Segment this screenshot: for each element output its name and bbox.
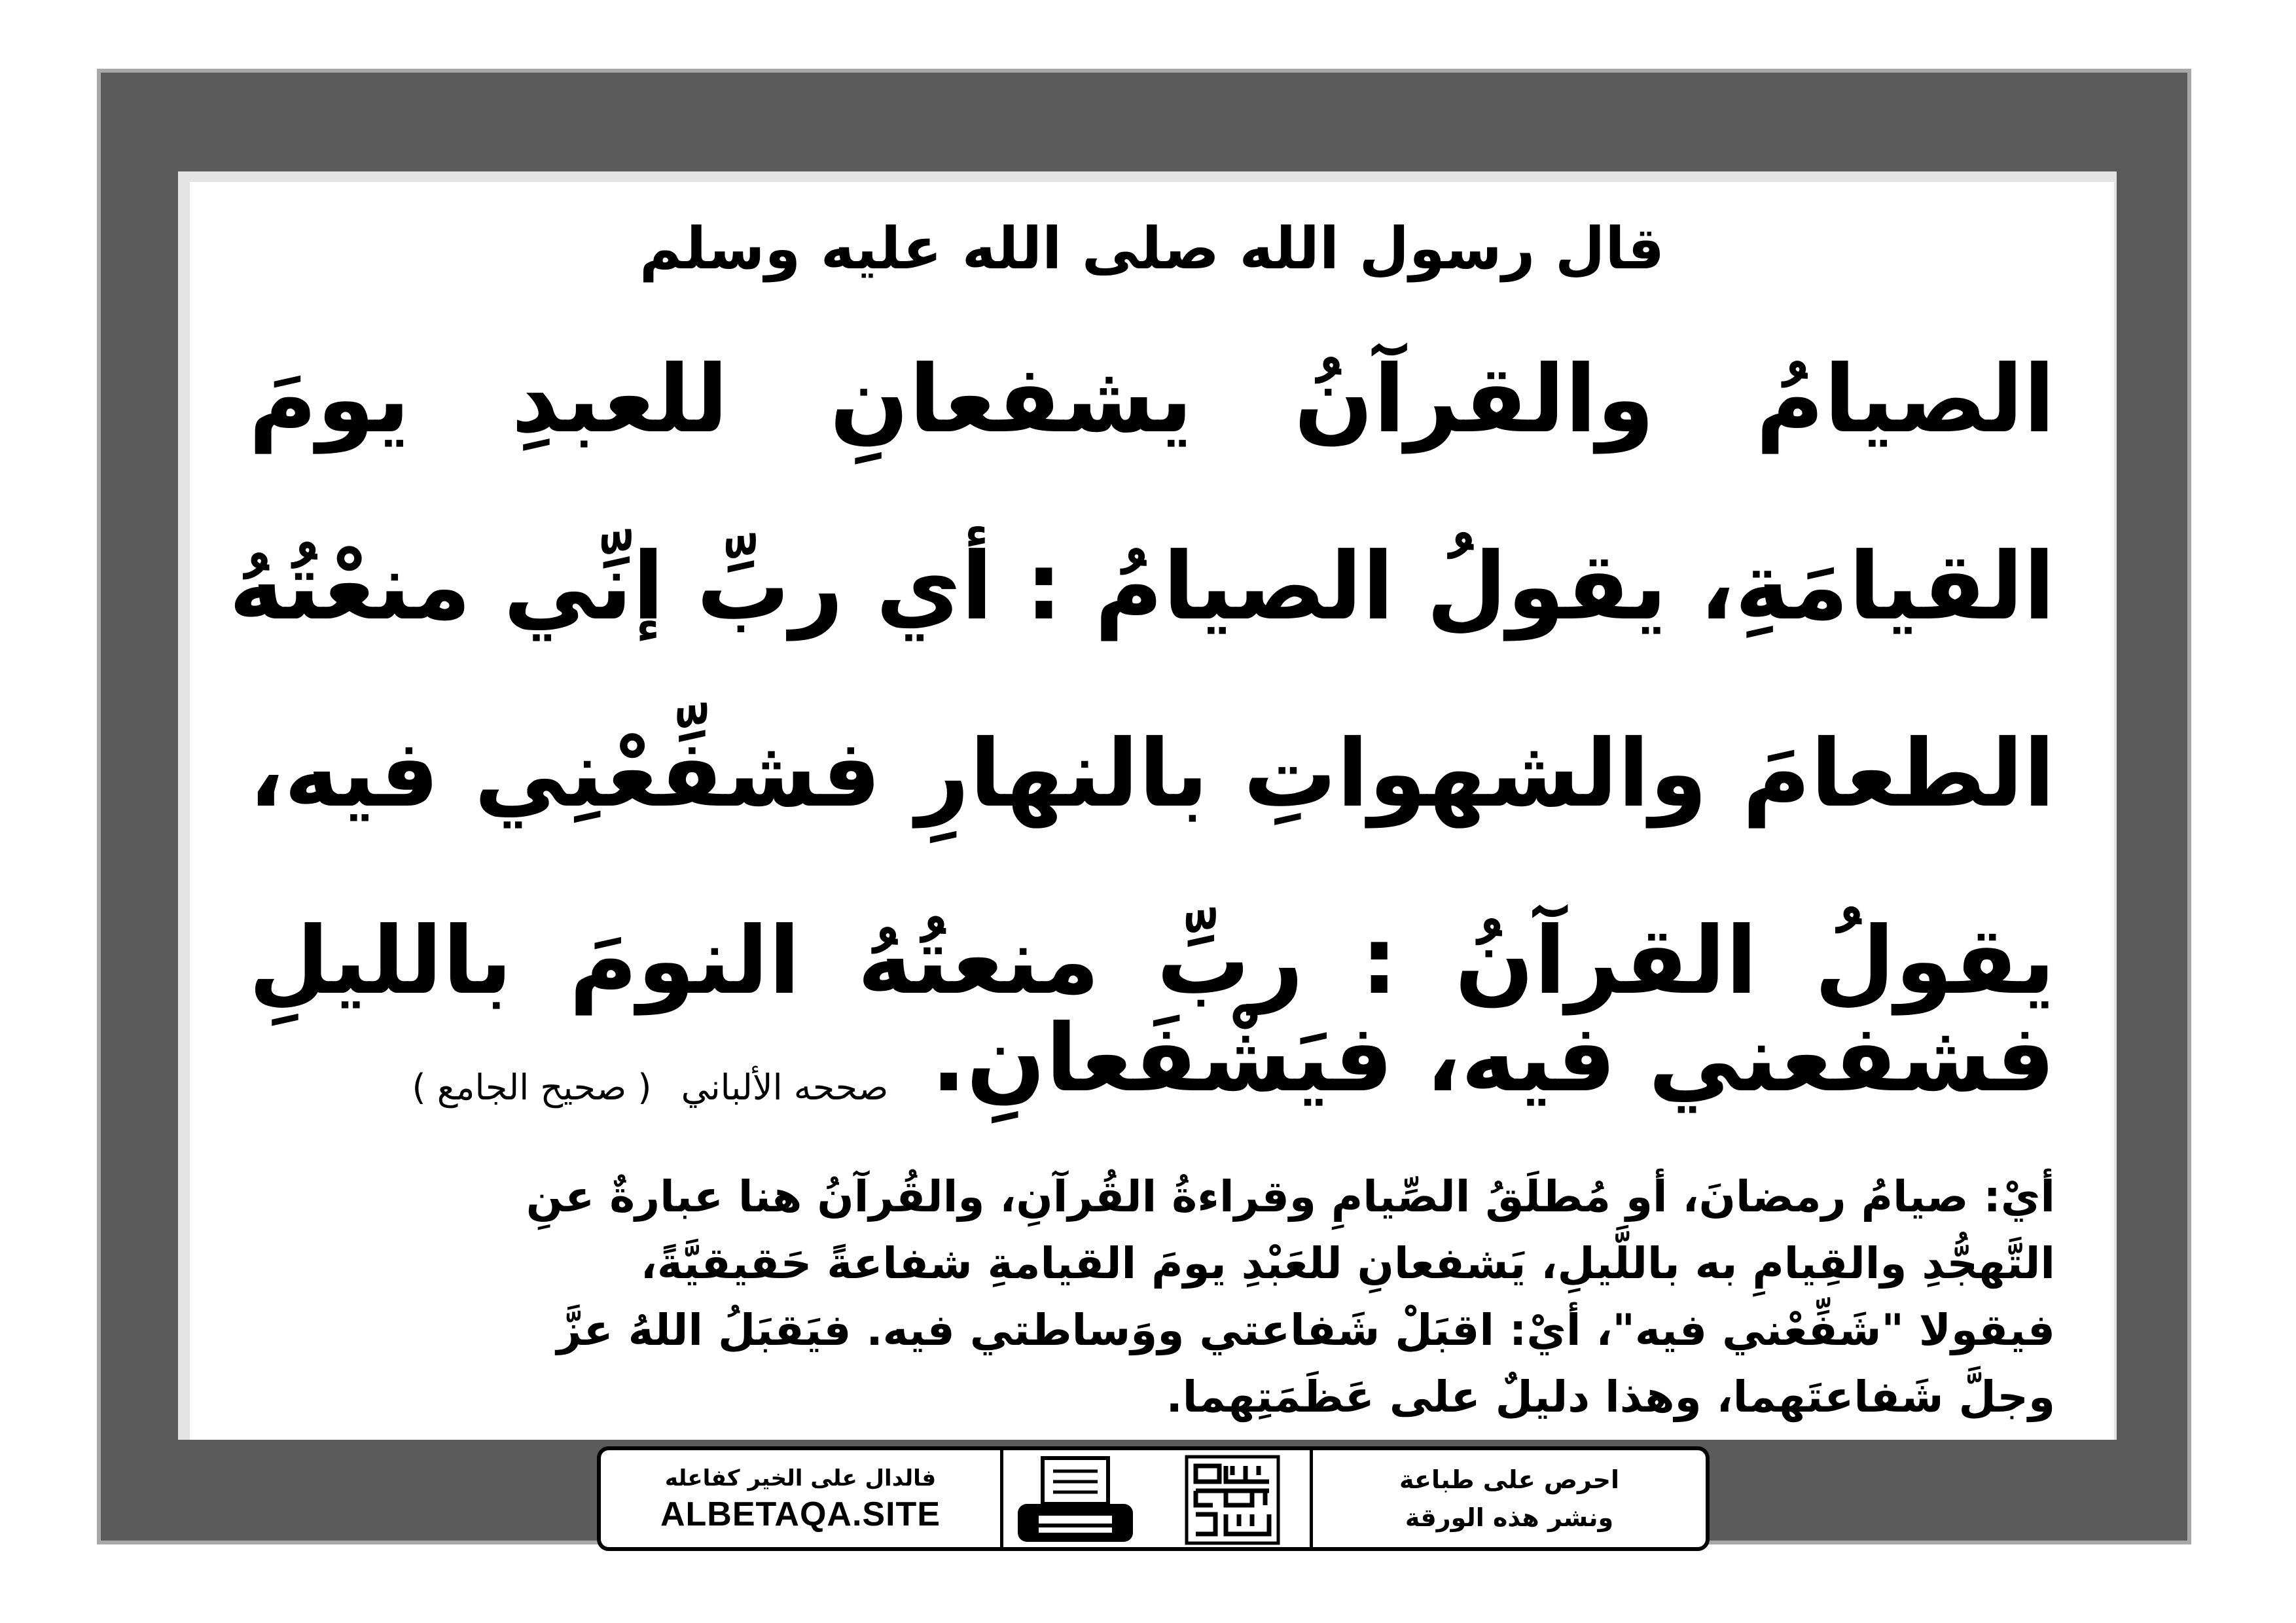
hadith-line-1: الصيامُ والقرآنُ يشفعانِ للعبدِ يومَ: [249, 346, 2055, 454]
commentary-line-3: فيقولا "شَفِّعْني فيه"، أيْ: اقبَلْ شَفاعتي ووَساطتي فيه. فيَقبَلُ اللهُ عزَّ: [556, 1305, 2055, 1355]
daawa-logo: [1167, 1453, 1298, 1547]
commentary-line-1: أيْ: صيامُ رمضانَ، أو مُطلَقُ الصِّيامِ وقراءةُ القُرآنِ، والقُرآنُ هنا عبارةٌ عنِ: [526, 1171, 2055, 1222]
commentary-text: [249, 1164, 2055, 1431]
footer-icons: [1003, 1450, 1313, 1547]
hadith-last-line-row: [249, 993, 2055, 1124]
hadith-text: [228, 306, 2055, 1055]
commentary-line-2: التَّهجُّدِ والقِيامِ به باللَّيلِ، يَشفعانِ للعَبْدِ يومَ القيامةِ شفاعةً حَقيقيَّةً،: [640, 1238, 2055, 1289]
footer-site-block: [601, 1450, 1003, 1547]
printer-icon: [1010, 1453, 1141, 1547]
hadith-authentication: صححه الألباني: [681, 1067, 889, 1108]
hadith-line-3: الطعامَ والشهواتِ بالنهارِ فشفِّعْنِي فيه،: [249, 720, 2055, 828]
card-content: [190, 182, 2114, 1440]
hadith-line-2: القيامَةِ، يقولُ الصيامُ : أي ربِّ إنِّي منعْتُهُ: [228, 533, 2055, 641]
hadith-line-4: يقولُ القرآنُ : ربِّ منعتُهُ النومَ بالليلِ: [249, 907, 2055, 1015]
commentary-line-4: وجلَّ شَفاعتَهما، وهذا دليلٌ على عَظَمَتِهما.: [1166, 1372, 2055, 1422]
intro-heading: قال رسول الله صلى الله عليه وسلم: [639, 215, 1665, 282]
footer-cta-block: [1310, 1450, 1706, 1547]
footer-slogan: فالدال على الخير كفاعله: [664, 1465, 937, 1491]
hadith-reference: ( صحيح الجامع ): [412, 1067, 652, 1108]
footer-site-link[interactable]: ALBETAQA.SITE: [660, 1495, 941, 1533]
footer-banner: [597, 1446, 1710, 1551]
hadith-line-5: فشفعني فيه، فيَشْفَعانِ.: [931, 1005, 2055, 1113]
footer-cta-line-1: احرص على طباعة: [1399, 1465, 1620, 1494]
footer-cta-line-2: ونشر هذه الورقة: [1405, 1503, 1614, 1532]
